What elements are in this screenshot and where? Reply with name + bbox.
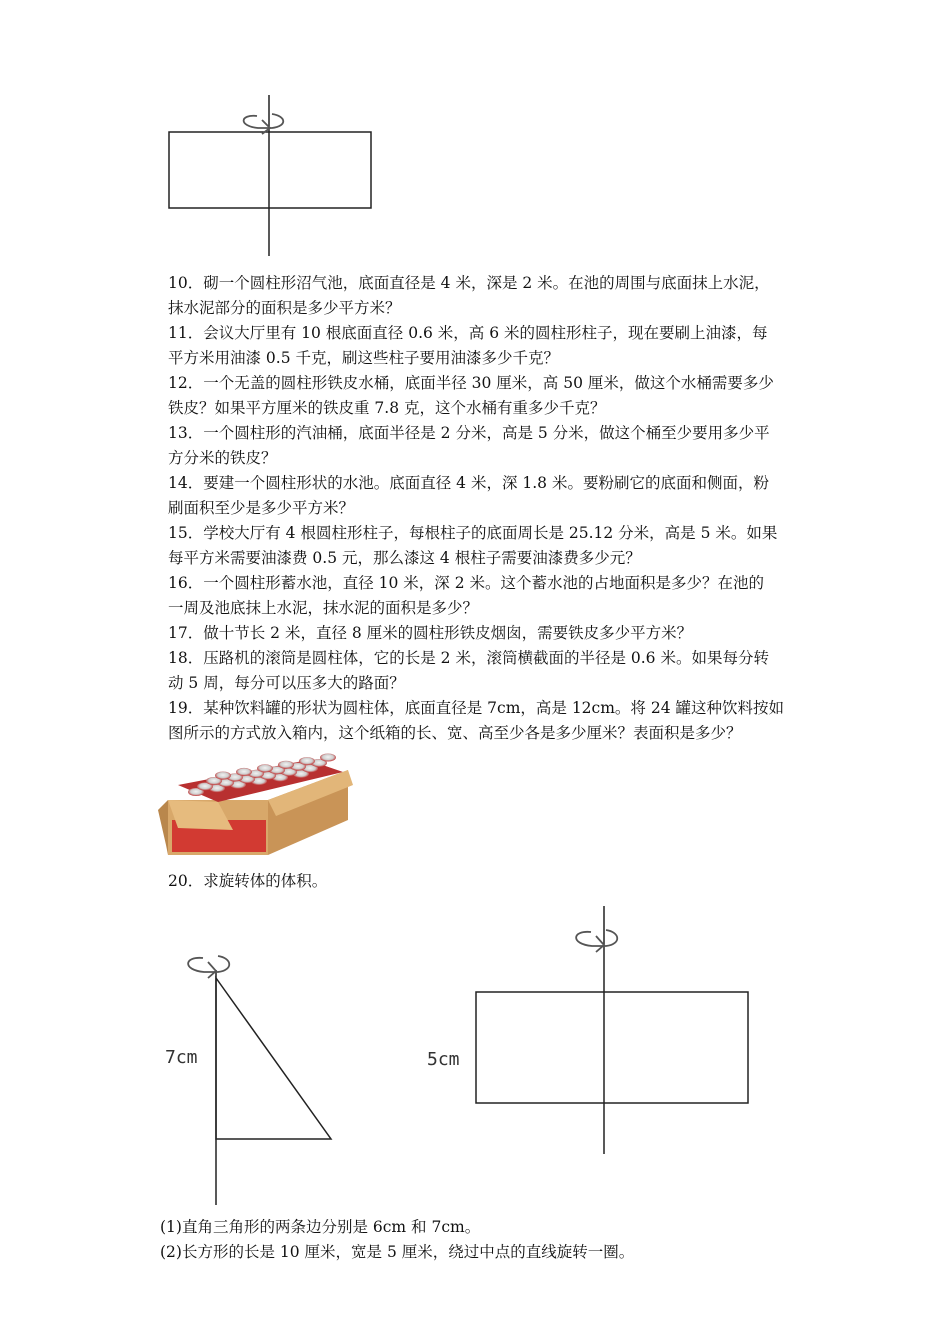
question-14: 14．要建一个圆柱形状的水池。底面直径 4 米，深 1.8 米。要粉刷它的底面和侧面，粉 刷面积至少是多少平方米？ — [168, 474, 769, 517]
question-16: 16．一个圆柱形蓄水池，直径 10 米，深 2 米。这个蓄水池的占地面积是多少？在池的 一周及池底抹上水泥，抹水泥的面积是多少？ — [168, 574, 765, 617]
note-2: (2)长方形的长是 10 厘米，宽是 5 厘米，绕过中点的直线旋转一圈。 — [160, 1243, 635, 1261]
triangle-height-label: 7cm — [165, 1047, 198, 1068]
rotation-arrow-icon — [576, 930, 617, 952]
notes — [160, 1215, 634, 1265]
question-13: 13．一个圆柱形的汽油桶，底面半径是 2 分米，高是 5 分米，做这个桶至少要用多少平 方分米的铁皮？ — [168, 424, 770, 467]
question-11: 11．会议大厅里有 10 根底面直径 0.6 米，高 6 米的圆柱形柱子，现在要刷上油漆，每 平方米用油漆 0.5 千克，刷这些柱子要用油漆多少千克？ — [168, 324, 768, 367]
question-12: 12．一个无盖的圆柱形铁皮水桶，底面半径 30 厘米，高 50 厘米，做这个水桶需要多少 铁皮？如果平方厘米的铁皮重 7.8 克，这个水桶有重多少千克？ — [168, 374, 774, 417]
rect-height-label: 5cm — [427, 1049, 460, 1070]
question-18: 18．压路机的滚筒是圆柱体，它的长是 2 米，滚筒横截面的半径是 0.6 米。如果每分转 动 5 周，每分可以压多大的路面？ — [168, 649, 769, 692]
question-10: 10．砌一个圆柱形沼气池，底面直径是 4 米，深是 2 米。在池的周围与底面抹上水泥， 抹水泥部分的面积是多少平方米？ — [168, 274, 770, 317]
question-17: 17．做十节长 2 米，直径 8 厘米的圆柱形铁皮烟囱，需要铁皮多少平方米？ — [168, 624, 693, 642]
question-19: 19．某种饮料罐的形状为圆柱体，底面直径是 7cm，高是 12cm。将 24 罐这种饮料按如 图所示的方式放入箱内，这个纸箱的长、宽、高至少各是多少厘米？表面积是多少？ — [168, 699, 784, 742]
note-1: (1)直角三角形的两条边分别是 6cm 和 7cm。 — [160, 1218, 481, 1236]
question-20-title: 20．求旋转体的体积。 — [168, 872, 328, 890]
question-15: 15．学校大厅有 4 根圆柱形柱子，每根柱子的底面周长是 25.12 分米，高是 5 米。如果 每平方米需要油漆费 0.5 元，那么漆这 4 根柱子需要油漆费多少元？ — [168, 524, 778, 567]
